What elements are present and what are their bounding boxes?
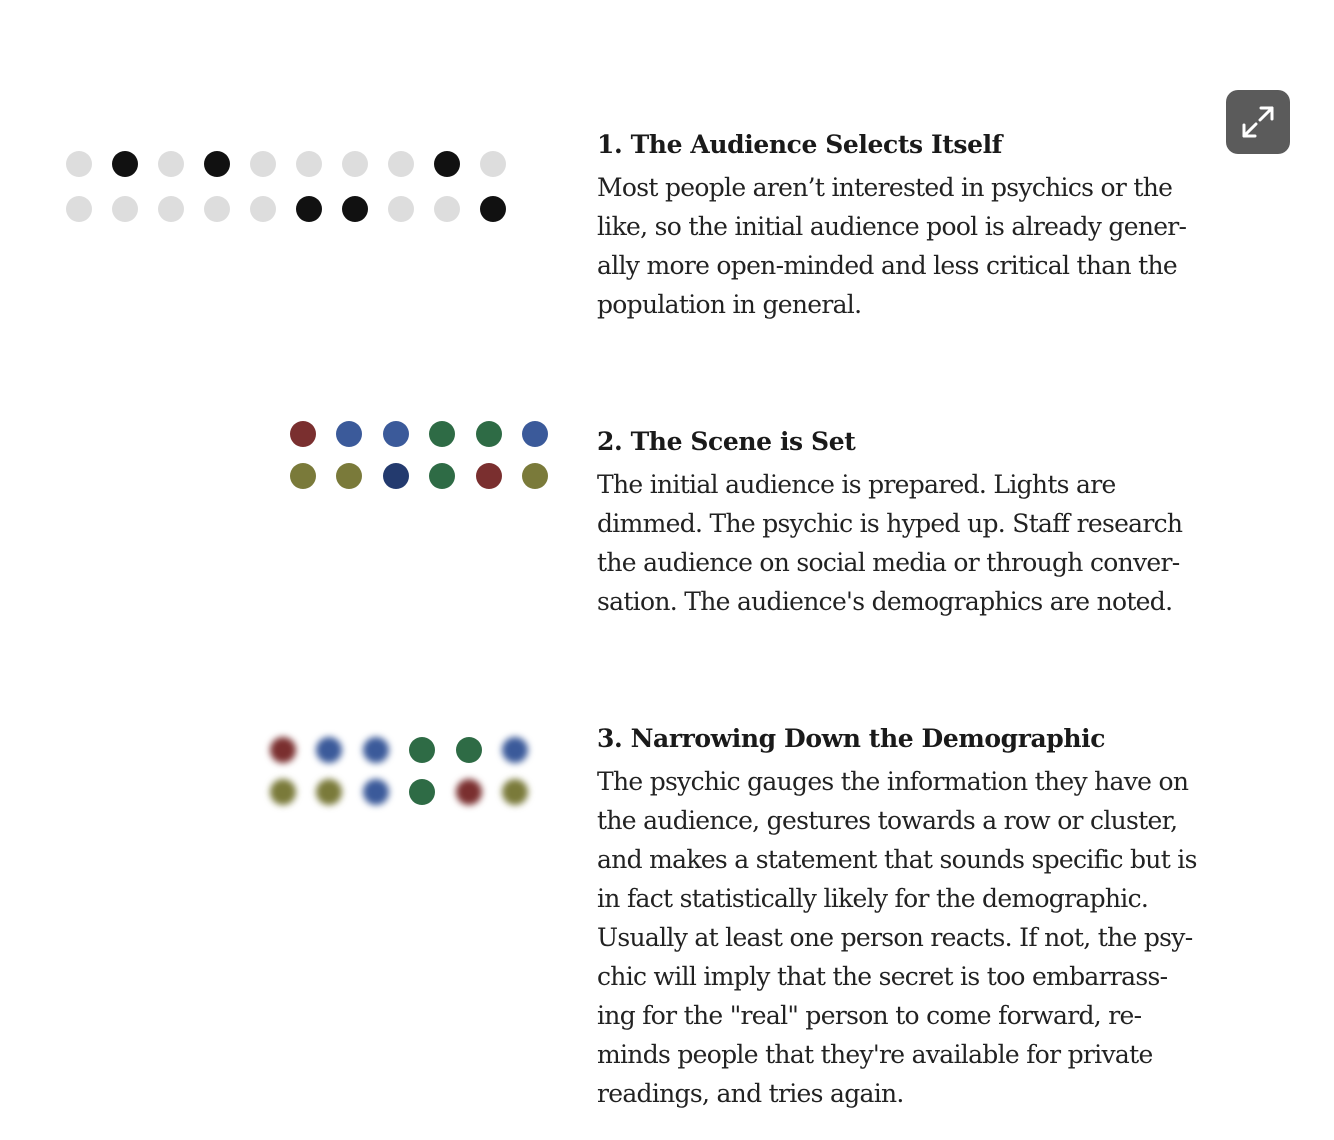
expand-arrows-icon: [1239, 103, 1277, 141]
audience-dot: [383, 421, 409, 447]
audience-dot: [476, 421, 502, 447]
step-3-line: ing for the "real" person to come forward, re-: [597, 1001, 1142, 1030]
audience-dot: [336, 463, 362, 489]
audience-dot: [363, 737, 389, 763]
audience-dot: [522, 463, 548, 489]
audience-dot: [204, 196, 230, 222]
step-2-block: [597, 427, 1237, 621]
audience-dot: [429, 463, 455, 489]
step-1-block: [597, 130, 1237, 324]
step-3-line: Usually at least one person reacts. If not, the psy-: [597, 923, 1193, 952]
step-3-line: chic will imply that the secret is too embarrass-: [597, 962, 1168, 991]
step-2-line: the audience on social media or through conver-: [597, 548, 1180, 577]
audience-dot: [66, 151, 92, 177]
audience-dot: [429, 421, 455, 447]
audience-dot: [290, 463, 316, 489]
step-1-line: ally more open-minded and less critical than the: [597, 251, 1177, 280]
audience-dot: [250, 151, 276, 177]
audience-dot: [316, 737, 342, 763]
audience-dot: [112, 196, 138, 222]
audience-dot: [456, 779, 482, 805]
audience-dot: [342, 196, 368, 222]
audience-dot: [409, 737, 435, 763]
audience-dot: [522, 421, 548, 447]
audience-dot: [112, 151, 138, 177]
audience-dot: [158, 151, 184, 177]
step-3-block: [597, 724, 1237, 1113]
audience-dot: [502, 737, 528, 763]
step-3-line: and makes a statement that sounds specific but is: [597, 845, 1197, 874]
audience-dot: [480, 196, 506, 222]
step-1-line: like, so the initial audience pool is already gener-: [597, 212, 1187, 241]
audience-dot: [66, 196, 92, 222]
step-1-line: population in general.: [597, 290, 862, 319]
audience-dot: [502, 779, 528, 805]
audience-dot: [342, 151, 368, 177]
audience-dot: [158, 196, 184, 222]
step-3-line: the audience, gestures towards a row or cluster,: [597, 806, 1178, 835]
audience-dot: [434, 196, 460, 222]
audience-dot: [336, 421, 362, 447]
audience-dot: [270, 737, 296, 763]
audience-dot: [434, 151, 460, 177]
step-2-line: sation. The audience's demographics are noted.: [597, 587, 1173, 616]
audience-dot: [204, 151, 230, 177]
audience-dot: [456, 737, 482, 763]
audience-dot: [290, 421, 316, 447]
step-2-title: 2. The Scene is Set: [597, 427, 856, 456]
audience-dot: [480, 151, 506, 177]
audience-dot: [363, 779, 389, 805]
audience-dot: [388, 196, 414, 222]
audience-dot: [388, 151, 414, 177]
audience-dot: [296, 151, 322, 177]
audience-dot: [296, 196, 322, 222]
audience-dot: [270, 779, 296, 805]
step-3-line: in fact statistically likely for the demographic.: [597, 884, 1149, 913]
step-2-line: The initial audience is prepared. Lights are: [597, 470, 1116, 499]
audience-dot: [409, 779, 435, 805]
audience-dot: [316, 779, 342, 805]
audience-dot: [250, 196, 276, 222]
step-3-title: 3. Narrowing Down the Demographic: [597, 724, 1106, 753]
step-3-line: readings, and tries again.: [597, 1079, 904, 1108]
step-3-line: The psychic gauges the information they have on: [597, 767, 1189, 796]
step-2-line: dimmed. The psychic is hyped up. Staff research: [597, 509, 1183, 538]
step-1-line: Most people aren’t interested in psychics or the: [597, 173, 1173, 202]
step-1-title: 1. The Audience Selects Itself: [597, 130, 1003, 159]
audience-dot: [476, 463, 502, 489]
step-3-line: minds people that they're available for private: [597, 1040, 1153, 1069]
audience-dot: [383, 463, 409, 489]
